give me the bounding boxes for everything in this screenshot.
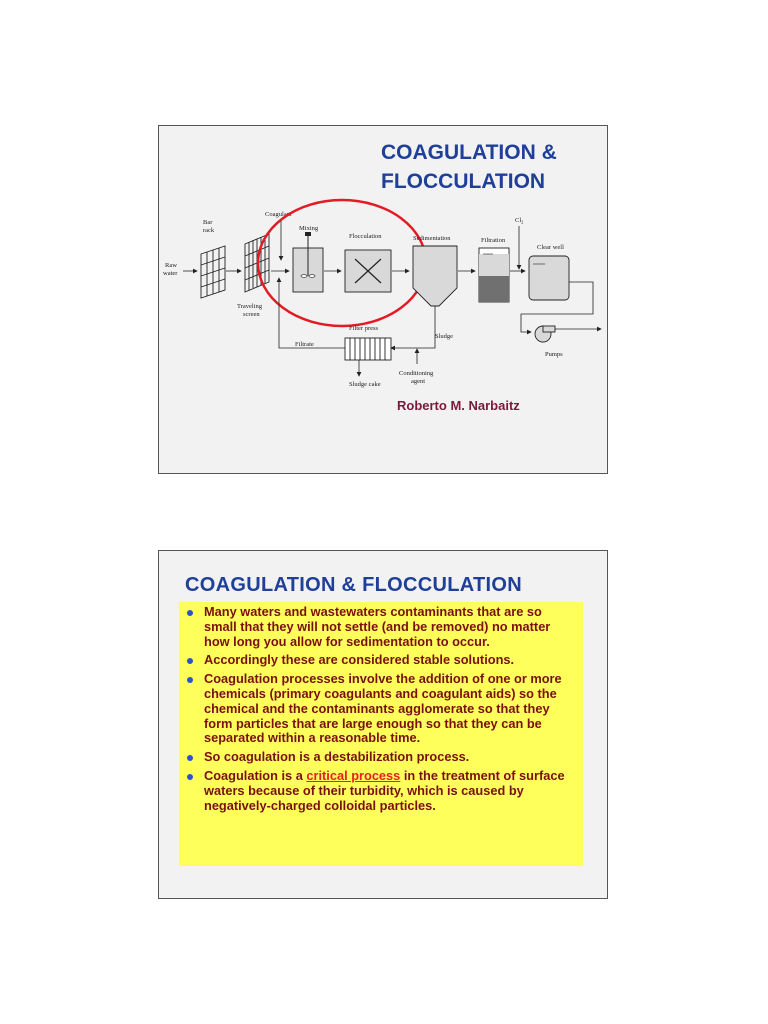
label-filtration: Filtration [481, 237, 506, 244]
title-line-2: FLOCCULATION [381, 170, 546, 193]
label-cl2: $Cl_2$ [515, 217, 524, 225]
label-sludge-cake: Sludge cake [349, 381, 381, 388]
label-raw-water-1: Raw [165, 262, 177, 269]
sedimentation-tank-icon [413, 246, 457, 306]
slide-2 [158, 550, 608, 899]
label-conditioning-1: Conditioning [399, 370, 434, 377]
title-line-1: COAGULATION & [381, 141, 557, 164]
slide-2-title: COAGULATION & FLOCCULATION [185, 574, 523, 596]
bullet-item: So coagulation is a destabilization process. [187, 750, 575, 765]
label-clear-well: Clear well [537, 244, 564, 251]
label-mixing: Mixing [299, 225, 319, 232]
clear-well-icon [529, 256, 569, 300]
bullet-dot-icon [187, 774, 193, 780]
filter-press-icon [345, 338, 391, 360]
bullet-item: Many waters and wastewaters contaminants that are so small that they will not settle (and be removed) no matter how long you allow for sedimentation to occur. [187, 605, 575, 649]
label-filtrate: Filtrate [295, 341, 314, 348]
bullet-item: Coagulation is a critical process in the treatment of surface waters because of their turbidity, which is caused by negatively-charged colloidal particles. [187, 769, 575, 813]
bullet-list [187, 605, 575, 813]
mixing-tank-icon [293, 232, 323, 292]
bullet-dot-icon [187, 658, 193, 664]
bullet-item: Accordingly these are considered stable solutions. [187, 653, 575, 668]
pump-icon [535, 326, 555, 342]
label-traveling-screen-2: screen [243, 311, 260, 318]
flocculation-basin-icon [345, 250, 391, 292]
label-coagulant: Coagulant [265, 211, 292, 218]
bullet-box [179, 602, 583, 866]
slide-1 [158, 125, 608, 474]
label-conditioning-2: agent [411, 378, 426, 385]
bar-rack-icon [201, 246, 225, 298]
label-traveling-screen-1: Traveling [237, 303, 263, 310]
bullet-dot-icon [187, 610, 193, 616]
label-sludge: Sludge [435, 333, 454, 340]
label-bar-rack-2: rack [203, 227, 215, 234]
bullet-dot-icon [187, 677, 193, 683]
critical-process-highlight: critical process [306, 767, 401, 783]
label-filter-press: Filter press [349, 325, 379, 332]
treatment-process-diagram [159, 126, 609, 475]
label-sedimentation: Sedimentation [413, 235, 451, 242]
label-bar-rack-1: Bar [203, 219, 213, 226]
label-pumps: Pumps [545, 351, 563, 358]
label-flocculation: Flocculation [349, 233, 382, 240]
label-raw-water-2: water [163, 270, 178, 277]
filtration-tank-icon [479, 248, 509, 302]
bullet-item: Coagulation processes involve the addition of one or more chemicals (primary coagulants and coagulant aids) so the chemical and the contaminants agglomerate so that they form particles that are large enough so that they can be separated within a reasonable time. [187, 672, 575, 746]
highlight-circle [258, 200, 426, 326]
author-name: Roberto M. Narbaitz [397, 398, 520, 413]
bullet-dot-icon [187, 755, 193, 761]
